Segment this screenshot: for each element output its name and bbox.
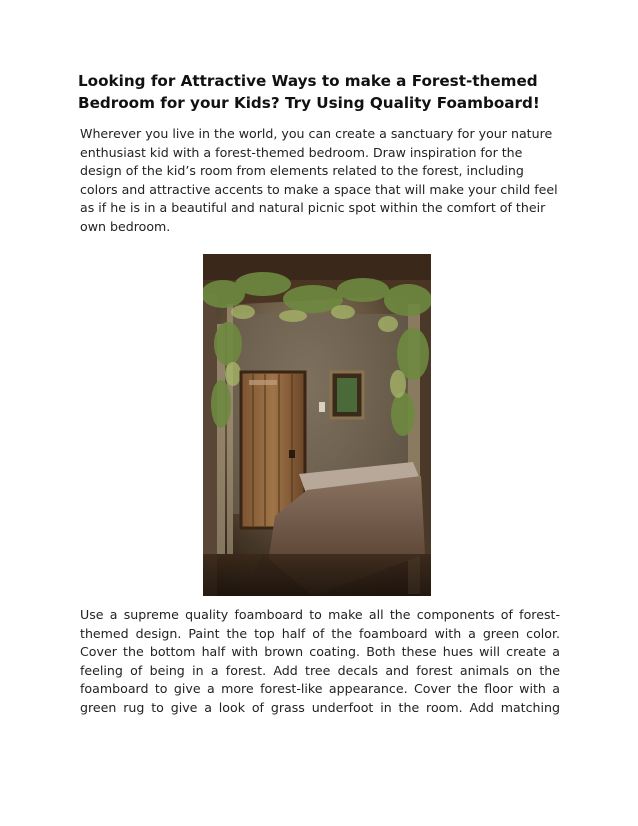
title-line: Bedroom for your Kids? Try Using Quality Foamboard! (78, 94, 540, 112)
body-line: green rug to give a look of grass underfoot in the room. Add matching (80, 699, 560, 715)
title-line: Looking for Attractive Ways to make a Forest-themed (78, 72, 538, 90)
intro-line: enthusiast kid with a forest-themed bedroom. Draw inspiration for the (80, 144, 523, 160)
bedroom-photo (203, 254, 431, 596)
body-line: Use a supreme quality foamboard to make all the components of forest- (80, 607, 560, 622)
intro-paragraph (80, 125, 560, 237)
body-line: foamboard to give a more forest-like appearance. Cover the floor with a (80, 681, 560, 697)
intro-line: Wherever you live in the world, you can create a sanctuary for your nature (80, 126, 553, 141)
body-paragraph (80, 606, 560, 718)
intro-line: own bedroom. (80, 218, 171, 234)
body-line: Cover the bottom half with brown coating. Both these hues will create a (80, 644, 560, 660)
intro-line: as if he is in a beautiful and natural picnic spot within the comfort of their (80, 200, 546, 216)
intro-line: design of the kid’s room from elements related to the forest, including (80, 163, 524, 179)
body-line: feeling of being in a forest. Add tree decals and forest animals on the (80, 662, 560, 678)
body-line: themed design. Paint the top half of the foamboard with a green color. (80, 625, 560, 641)
intro-line: colors and attractive accents to make a space that will make your child feel (80, 181, 558, 197)
document-title (78, 70, 578, 114)
